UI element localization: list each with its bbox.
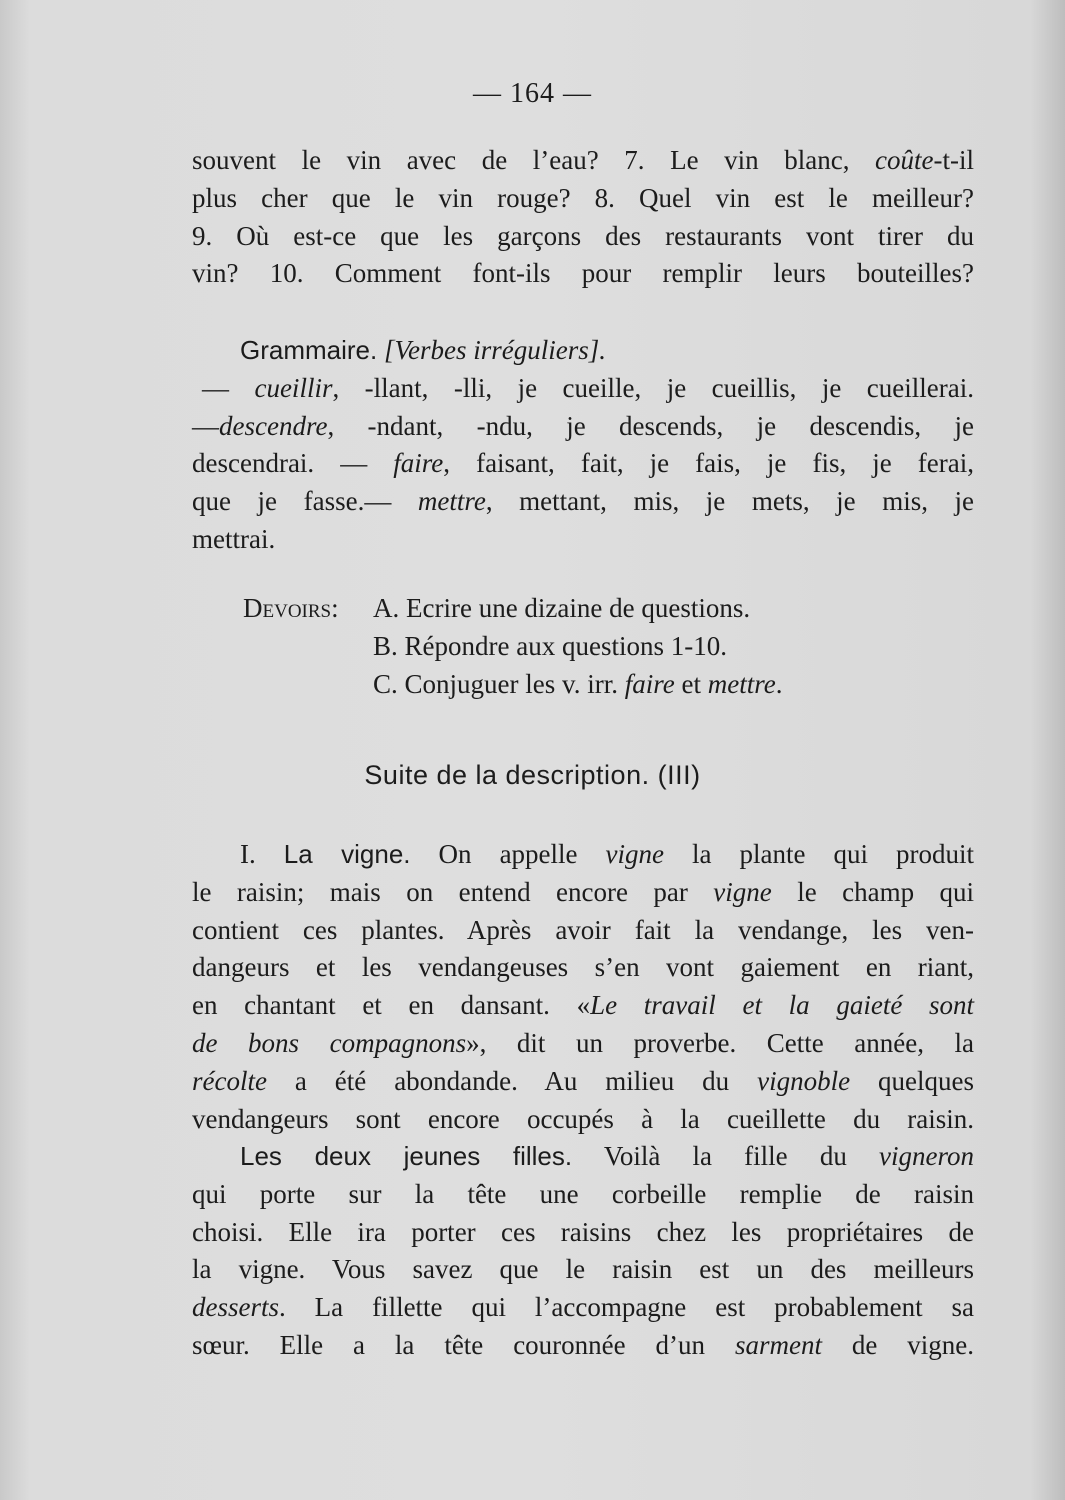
text-line: qui porte sur la tête une corbeille remplie de raisin [192,1178,974,1209]
text-line: plus cher que le vin rouge? 8. Quel vin est le meilleur? [192,182,974,213]
text-line: souvent le vin avec de l’eau? 7. Le vin blanc, coûte-t-il [192,145,974,175]
text-line: la vigne. Vous savez que le raisin est un des meilleurs [192,1254,974,1285]
vigne-paragraph [192,836,974,1138]
text-line: de bons compagnons», dit un proverbe. Cette année, la [192,1027,975,1058]
text-line: —descendre, -ndant, -ndu, je descends, je descendis, je [192,410,974,441]
text-line: descendrai. — faire, faisant, fait, je fais, je fis, je ferai, [192,448,974,479]
text-line: dangeurs et les vendangeuses s’en vont gaiement en riant, [192,952,974,983]
text-line: desserts. La fillette qui l’accompagne est probablement sa [192,1292,974,1323]
text-line: sœur. Elle a la tête couronnée d’un sarment de vigne. [192,1329,974,1360]
intro-paragraph [192,142,974,293]
text-line: choisi. Elle ira porter ces raisins chez les propriétaires de [192,1216,974,1247]
filles-paragraph [192,1138,974,1365]
devoirs-row [243,665,782,703]
text-line: mettrai. [192,523,276,554]
devoirs-item: B. Répondre aux questions 1-10. [373,631,727,661]
page-number: — 164 — [473,78,592,109]
text-line: I. La vigne. On appelle vigne la plante qui produit [240,839,975,869]
filles-heading: Les deux jeunes filles. [240,1141,573,1171]
devoirs-row [243,589,782,627]
grammar-heading: Grammaire. [240,335,378,365]
devoirs-item: A. Ecrire une dizaine de questions. [373,593,751,623]
text-line: 9. Où est-ce que les garçons des restaurants vont tirer du [192,220,974,251]
vigne-heading: La vigne. [283,839,411,869]
section-title: Suite de la description. (III) [364,760,701,790]
text-line: vendangeurs sont encore occupés à la cueillette du raisin. [192,1103,974,1134]
text-line: récolte a été abondande. Au milieu du vignoble quelques [192,1065,974,1096]
text-line: Les deux jeunes filles. Voilà la fille du vigneron [240,1141,974,1171]
text-line: le raisin; mais on entend encore par vigne le champ qui [192,876,974,907]
text-line: vin? 10. Comment font-ils pour remplir leurs bouteilles? [192,258,974,289]
grammar-section [192,332,974,559]
devoirs-section [243,589,782,703]
text-line: en chantant et en dansant. «Le travail et la gaieté sont [192,990,975,1021]
text-line: — cueillir, -llant, -lli, je cueille, je cueillis, je cueillerai. [202,372,974,403]
devoirs-item: C. Conjuguer les v. irr. faire et mettre. [373,669,783,699]
grammar-heading-line [192,332,974,370]
text-line: contient ces plantes. Après avoir fait la vendange, les ven- [192,914,974,945]
grammar-heading-note: [Verbes irréguliers]. [384,335,606,365]
text-line: que je fasse.— mettre, mettant, mis, je mets, je mis, je [192,486,974,517]
devoirs-row [243,627,782,665]
devoirs-label: Devoirs: [243,593,339,623]
